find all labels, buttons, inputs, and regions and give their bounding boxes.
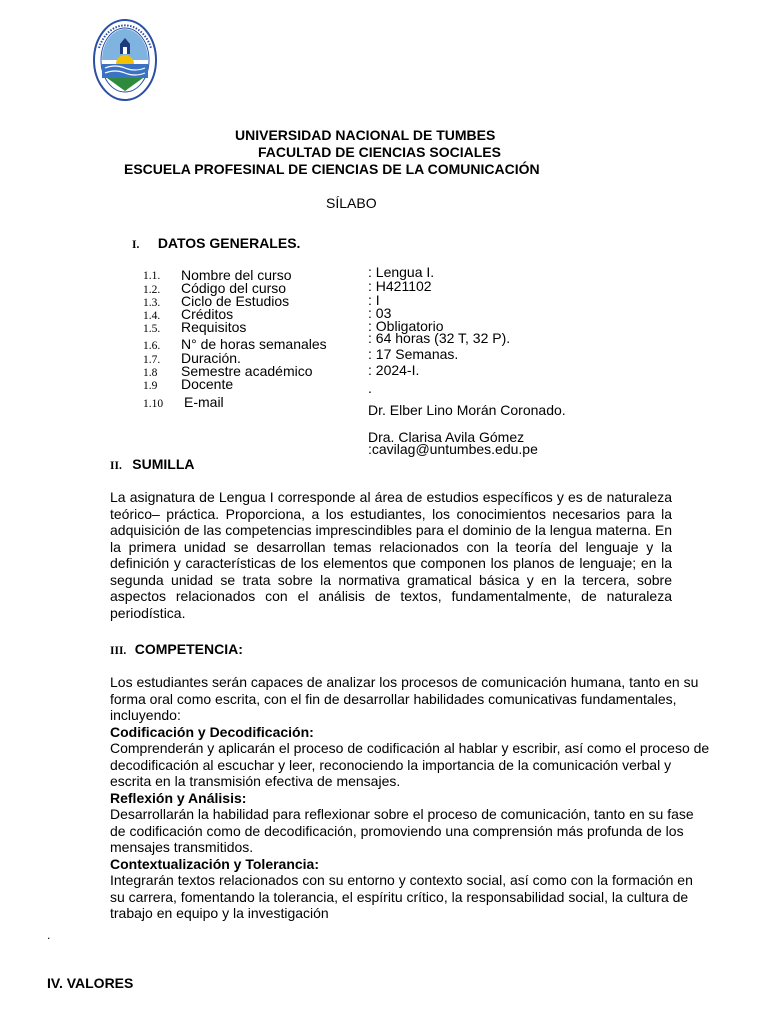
university-name: UNIVERSIDAD NACIONAL DE TUMBES: [235, 127, 496, 143]
item-label: N° de horas semanales: [181, 336, 327, 352]
competencia-item-heading-text: Contextualización y Tolerancia:: [110, 855, 320, 872]
item-value: .: [368, 380, 372, 396]
item-value: : 64 horas (32 T, 32 P).: [368, 330, 511, 346]
item-value: : 17 Semanas.: [368, 346, 459, 362]
item-label: Docente: [181, 376, 234, 392]
competencia-item-text: Comprenderán y aplicarán el proceso de codificación al hablar y escribir, así como el proceso de decodificación al escuchar y leer, reconociendo la importancia de la comunicación verbal y escrita en la transmisión efectiva de mensajes.: [110, 740, 710, 789]
teacher-name-1: Dr. Elber Lino Morán Coronado.: [368, 402, 566, 418]
section-2-title: SUMILLA: [132, 456, 195, 472]
document-title: SÍLABO: [326, 195, 377, 211]
competencia-item-heading: [110, 856, 710, 873]
section-2-numeral: II.: [110, 460, 122, 472]
item-value: : Obligatorio: [368, 318, 444, 334]
item-value: : H421102: [368, 278, 432, 294]
section-1-numeral: I.: [132, 239, 140, 251]
item-label: Requisitos: [181, 319, 247, 335]
item-number: 1.9: [143, 380, 158, 392]
competencia-intro: Los estudiantes serán capaces de analizar los procesos de comunicación humana, tanto en su forma oral como escrita, con el fin de desarrollar habilidades comunicativas fundamentales, incluyendo:: [110, 674, 699, 723]
faculty-name: FACULTAD DE CIENCIAS SOCIALES: [258, 144, 501, 160]
section-3-title: COMPETENCIA:: [134, 641, 243, 657]
competencia-item-heading: [110, 724, 710, 741]
item-label: Nombre del curso: [181, 267, 292, 283]
item-value: : Lengua I.: [368, 264, 435, 280]
section-1-title: DATOS GENERALES.: [157, 235, 301, 251]
stray-dot: .: [47, 928, 51, 942]
competencia-item-heading: [110, 790, 710, 807]
item-number: 1.7.: [143, 354, 161, 366]
competencia-item-heading-text: Codificación y Decodificación:: [110, 723, 314, 740]
teacher-email: :cavilag@untumbes.edu.pe: [368, 441, 538, 457]
item-number: 1.10: [143, 398, 164, 410]
section-3-heading: [110, 641, 243, 659]
teacher-name-2: Dra. Clarisa Avila Gómez: [368, 429, 525, 445]
item-number: 1.4.: [143, 310, 161, 322]
competencia-item-heading-text: Reflexión y Análisis:: [110, 789, 247, 806]
competencia-block: [110, 674, 710, 922]
item-value: : 2024-I.: [368, 362, 420, 378]
item-label: Ciclo de Estudios: [181, 293, 290, 309]
competencia-item-text: Desarrollarán la habilidad para reflexionar sobre el proceso de comunicación, tanto en su fase de codificación como de decodificación, promoviendo una comprensión más profunda de los mensajes transmitidos.: [110, 806, 694, 855]
item-number: 1.2.: [143, 284, 161, 296]
section-2-heading: [110, 456, 195, 474]
university-seal-logo: [93, 18, 157, 102]
item-number: 1.3.: [143, 297, 161, 309]
item-label: Duración.: [181, 350, 241, 366]
item-number: 1.8: [143, 367, 158, 379]
section-1-heading: [132, 235, 300, 253]
item-number: 1.1.: [143, 270, 161, 282]
sumilla-paragraph: La asignatura de Lengua I corresponde al área de estudios específicos y es de naturaleza teórico– práctica. Proporciona, a los estudiantes, los conocimientos necesarios para la adquisición de las competencias imprescindibles para el dominio de la lengua materna. En la primera unidad se desarrollan temas relacionados con la teoría del lenguaje y la definición y características de los elementos que componen los planos de lenguaje; en la segunda unidad se trata sobre la normativa gramatical básica y en la tercera, sobre aspectos relacionados con el análisis de textos, fundamentalmente, de naturaleza periodística.: [110, 489, 672, 621]
section-4-title: IV. VALORES: [47, 975, 134, 991]
item-label: Créditos: [181, 306, 234, 322]
school-name: ESCUELA PROFESINAL DE CIENCIAS DE LA COMUNICACIÓN: [124, 161, 540, 177]
section-3-numeral: III.: [110, 645, 127, 657]
competencia-item-text: Integrarán textos relacionados con su entorno y contexto social, así como con la formación en su carrera, fomentando la tolerancia, el espíritu crítico, la responsabilidad social, la cultura de trabajo en equipo y la investigación: [110, 872, 693, 921]
item-number: 1.5.: [143, 323, 161, 335]
item-label: E-mail: [184, 394, 224, 410]
item-label: Semestre académico: [181, 363, 313, 379]
item-label: Código del curso: [181, 280, 287, 296]
item-number: 1.6.: [143, 340, 161, 352]
item-value: : I: [368, 292, 380, 308]
item-value: : 03: [368, 305, 392, 321]
